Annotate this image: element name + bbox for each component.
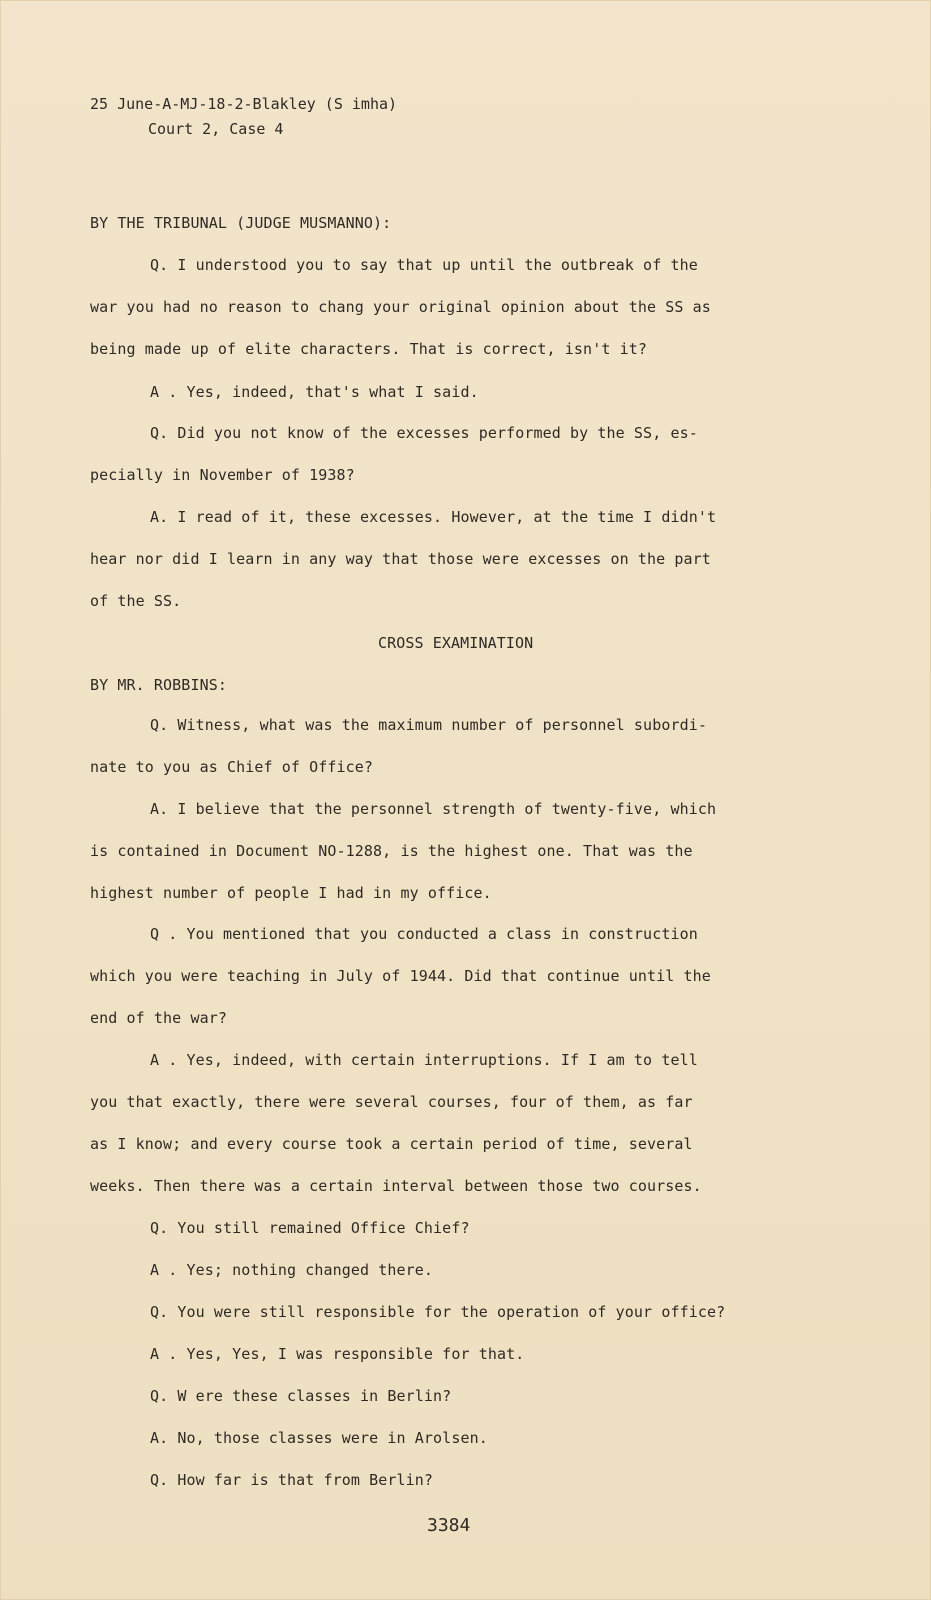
transcript-line: weeks. Then there was a certain interval between those two courses. — [90, 1177, 702, 1195]
transcript-line: A. I read of it, these excesses. However, at the time I didn't — [150, 508, 717, 526]
transcript-line: pecially in November of 1938? — [90, 466, 355, 484]
transcript-line: Q. Witness, what was the maximum number of personnel subordi- — [150, 716, 707, 734]
transcript-line: Q. I understood you to say that up until the outbreak of the — [150, 256, 698, 274]
transcript-line: which you were teaching in July of 1944. Did that continue until the — [90, 967, 711, 985]
transcript-line: A. I believe that the personnel strength of twenty-five, which — [150, 800, 717, 818]
transcript-line: Q. Did you not know of the excesses performed by the SS, es- — [150, 424, 698, 442]
transcript-line: Q . You mentioned that you conducted a class in construction — [150, 925, 698, 943]
transcript-line: nate to you as Chief of Office? — [90, 758, 374, 776]
transcript-line: Q. You still remained Office Chief? — [150, 1219, 470, 1237]
transcript-line: highest number of people I had in my office. — [90, 884, 492, 902]
transcript-line: A . Yes, indeed, with certain interruptions. If I am to tell — [150, 1051, 698, 1069]
transcript-line: war you had no reason to chang your original opinion about the SS as — [90, 298, 711, 316]
transcript-line: as I know; and every course took a certain period of time, several — [90, 1135, 693, 1153]
transcript-line: is contained in Document NO-1288, is the highest one. That was the — [90, 842, 693, 860]
transcript-line: A . Yes; nothing changed there. — [150, 1261, 434, 1279]
transcript-line: Q. You were still responsible for the operation of your office? — [150, 1303, 726, 1321]
transcript-line: A . Yes, indeed, that's what I said. — [150, 383, 479, 401]
transcript-line: Q. W ere these classes in Berlin? — [150, 1387, 452, 1405]
transcript-line: A . Yes, Yes, I was responsible for that. — [150, 1345, 525, 1363]
transcript-line: being made up of elite characters. That is correct, isn't it? — [90, 340, 647, 358]
document-header — [90, 92, 397, 142]
page-number: 3384 — [427, 1515, 471, 1536]
transcript-line: Q. How far is that from Berlin? — [150, 1471, 434, 1489]
transcript-line: you that exactly, there were several courses, four of them, as far — [90, 1093, 693, 1111]
speaker-heading-robbins: BY MR. ROBBINS: — [90, 676, 227, 694]
transcript-line: A. No, those classes were in Arolsen. — [150, 1429, 488, 1447]
transcript-line: of the SS. — [90, 592, 182, 610]
transcript-line: hear nor did I learn in any way that those were excesses on the part — [90, 550, 711, 568]
header-court-line: Court 2, Case 4 — [148, 120, 284, 138]
header-reference-line: 25 June-A-MJ-18-2-Blakley (S imha) — [90, 95, 398, 113]
speaker-heading-tribunal: BY THE TRIBUNAL (JUDGE MUSMANNO): — [90, 214, 392, 232]
section-heading: CROSS EXAMINATION — [378, 634, 534, 652]
transcript-line: end of the war? — [90, 1009, 227, 1027]
